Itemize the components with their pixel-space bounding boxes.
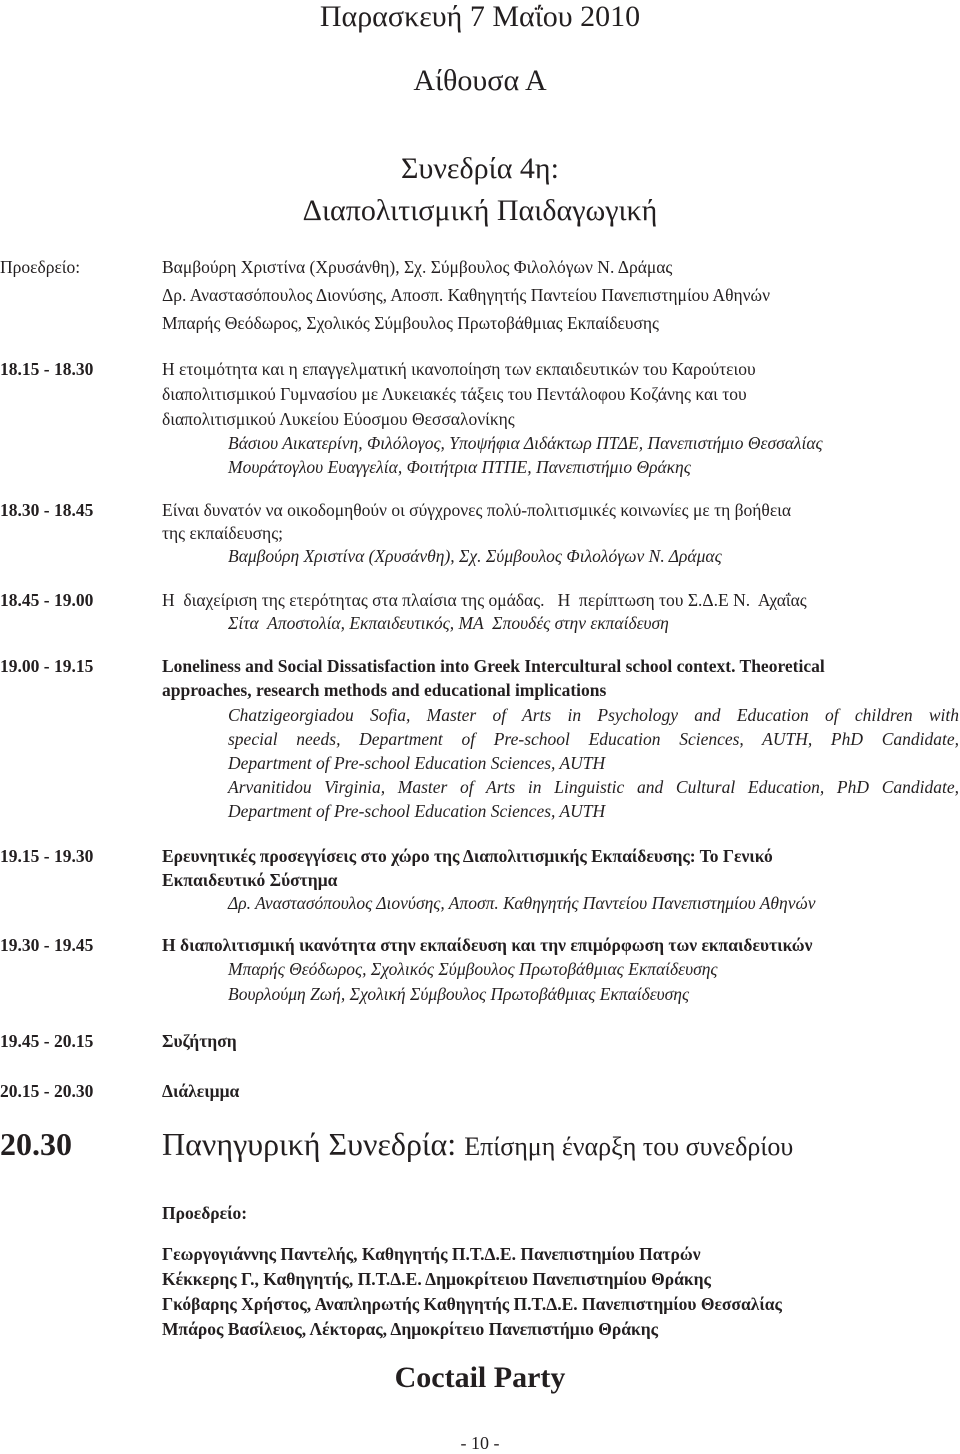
plenary-title <box>162 1125 793 1166</box>
chair-member: Μπαρής Θεόδωρος, Σχολικός Σύμβουλος Πρωτοβάθμιας Εκπαίδευσης <box>162 313 659 333</box>
talk-title: διαπολιτισμικού Λυκείου Εύοσμου Θεσσαλονίκης <box>162 409 515 429</box>
page-date: Παρασκευή 7 Μαΐου 2010 <box>319 0 641 33</box>
talk-author: Βάσιου Αικατερίνη, Φιλόλογος, Υποψήφια Διδάκτωρ ΠΤΔΕ, Πανεπιστήμιο Θεσσαλίας <box>228 433 823 453</box>
talk-author: Βουρλούμη Ζωή, Σχολική Σύμβουλος Πρωτοβάθμιας Εκπαίδευσης <box>228 984 690 1004</box>
talk-author: Μουράτογλου Ευαγγελία, Φοιτήτρια ΠΤΠΕ, Πανεπιστήμιο Θράκης <box>228 457 691 477</box>
talk-title: Εκπαιδευτικό Σύστημα <box>162 870 338 890</box>
chair-label: Προεδρείο: <box>0 257 81 277</box>
talk-title: Είναι δυνατόν να οικοδομηθούν οι σύγχρονες πολύ-πολιτισμικές κοινωνίες με τη βοήθεια <box>162 500 792 520</box>
talk-author: Chatzigeorgiadou Sofia, Master of Arts in Psychology and Education of children with <box>228 705 959 725</box>
talk-author: special needs, Department of Pre-school Education Sciences, AUTH, PhD Candidate, <box>228 729 959 749</box>
discussion-time: 19.45 - 20.15 <box>0 1031 94 1051</box>
talk-title: Η ετοιμότητα και η επαγγελματική ικανοποίηση των εκπαιδευτικών του Καρούτειου <box>162 359 756 379</box>
page-number: - 10 - <box>460 1433 500 1453</box>
plenary-member: Μπάρος Βασίλειος, Λέκτορας, Δημοκρίτειο Πανεπιστήμιο Θράκης <box>162 1319 659 1339</box>
discussion-label: Συζήτηση <box>162 1031 237 1051</box>
talk-title: διαπολιτισμικού Γυμνασίου με Λυκειακές τάξεις του Πεντάλοφου Κοζάνης και του <box>162 384 747 404</box>
break-time: 20.15 - 20.30 <box>0 1081 94 1101</box>
talk-time: 18.30 - 18.45 <box>0 500 94 520</box>
plenary-member: Γεωργογιάννης Παντελής, Καθηγητής Π.Τ.Δ.Ε. Πανεπιστημίου Πατρών <box>162 1244 701 1264</box>
session-title: Συνεδρία 4η: <box>401 152 559 185</box>
talk-author: Arvanitidou Virginia, Master of Arts in Linguistic and Cultural Education, PhD Candidate, <box>228 777 959 797</box>
talk-author: Σίτα Αποστολία, Εκπαιδευτικός, MA Σπουδές στην εκπαίδευση <box>228 613 669 633</box>
plenary-subtitle: Επίσημη έναρξη του συνεδρίου <box>464 1132 794 1161</box>
talk-title: Loneliness and Social Dissatisfaction into Greek Intercultural school context. Theoretical <box>162 656 825 676</box>
plenary-member: Γκόβαρης Χρήστος, Αναπληρωτής Καθηγητής Π.Τ.Δ.Ε. Πανεπιστημίου Θεσσαλίας <box>162 1294 782 1314</box>
plenary-member: Κέκκερης Γ., Καθηγητής, Π.Τ.Δ.Ε. Δημοκρίτειου Πανεπιστημίου Θράκης <box>162 1269 711 1289</box>
talk-author: Μπαρής Θεόδωρος, Σχολικός Σύμβουλος Πρωτοβάθμιας Εκπαίδευσης <box>228 959 718 979</box>
break-label: Διάλειμμα <box>162 1081 240 1101</box>
talk-title: της εκπαίδευσης; <box>162 523 284 543</box>
talk-author: Department of Pre-school Education Sciences, AUTH <box>228 801 606 821</box>
talk-title: Η διαχείριση της ετερότητας στα πλαίσια της ομάδας. Η περίπτωση του Σ.Δ.Ε Ν. Αχαΐας <box>162 590 807 610</box>
talk-time: 19.00 - 19.15 <box>0 656 94 676</box>
talk-author: Βαμβούρη Χριστίνα (Χρυσάνθη), Σχ. Σύμβουλος Φιλολόγων Ν. Δράμας <box>228 546 722 566</box>
closing-event: Coctail Party <box>394 1361 566 1394</box>
session-subtitle: Διαπολιτισμική Παιδαγωγική <box>302 194 658 227</box>
plenary-chair-label: Προεδρείο: <box>162 1203 248 1223</box>
talk-title: Ερευνητικές προσεγγίσεις στο χώρο της Διαπολιτισμικής Εκπαίδευσης: Το Γενικό <box>162 846 773 866</box>
chair-member: Βαμβούρη Χριστίνα (Χρυσάνθη), Σχ. Σύμβουλος Φιλολόγων Ν. Δράμας <box>162 257 673 277</box>
room-title: Αίθουσα Α <box>413 64 547 97</box>
talk-time: 19.30 - 19.45 <box>0 935 94 955</box>
talk-time: 18.45 - 19.00 <box>0 590 94 610</box>
talk-time: 18.15 - 18.30 <box>0 359 94 379</box>
talk-author: Department of Pre-school Education Sciences, AUTH <box>228 753 606 773</box>
talk-title: approaches, research methods and educational implications <box>162 680 607 700</box>
plenary-title-main: Πανηγυρική Συνεδρία: <box>162 1126 457 1162</box>
chair-member: Δρ. Αναστασόπουλος Διονύσης, Αποσπ. Καθηγητής Παντείου Πανεπιστημίου Αθηνών <box>162 285 770 305</box>
talk-author: Δρ. Αναστασόπουλος Διονύσης, Αποσπ. Καθηγητής Παντείου Πανεπιστημίου Αθηνών <box>228 893 816 913</box>
talk-time: 19.15 - 19.30 <box>0 846 94 866</box>
plenary-time: 20.30 <box>0 1126 72 1162</box>
talk-title: Η διαπολιτισμική ικανότητα στην εκπαίδευση και την επιμόρφωση των εκπαιδευτικών <box>162 935 813 955</box>
